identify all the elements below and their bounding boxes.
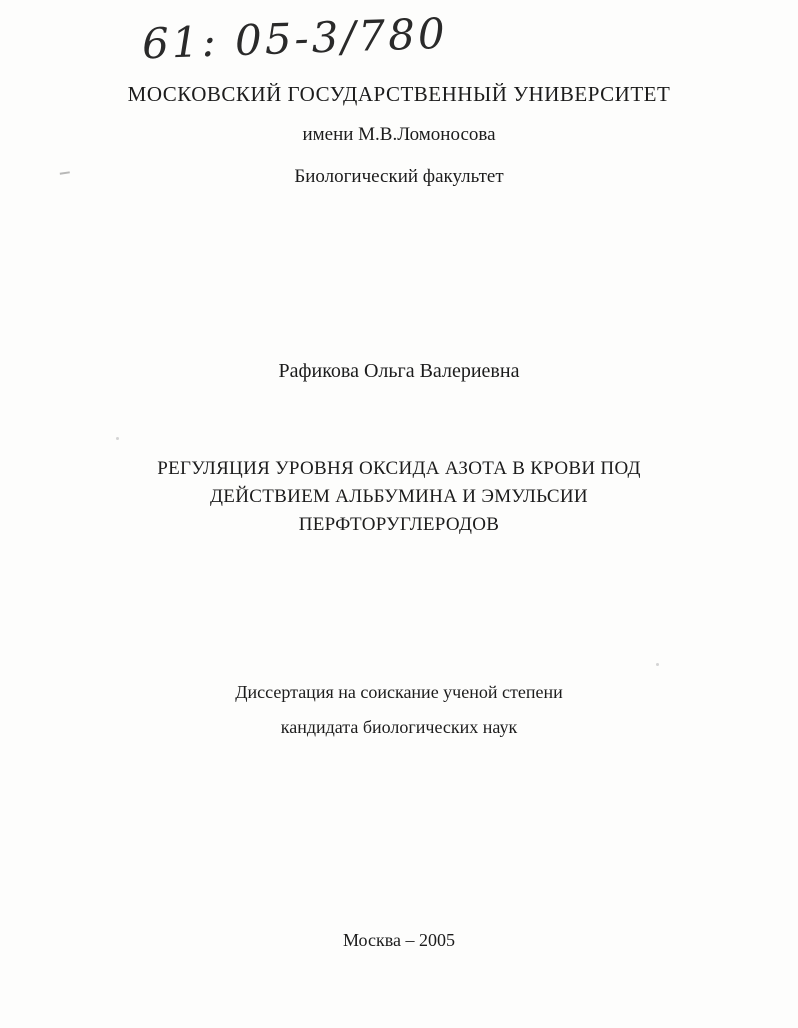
city-and-year: Москва – 2005 — [343, 930, 455, 950]
scan-speck — [656, 663, 659, 666]
faculty-name: Биологический факультет — [294, 166, 504, 187]
dissertation-title — [90, 455, 708, 539]
dissertation-title-line: ДЕЙСТВИЕМ АЛЬБУМИНА И ЭМУЛЬСИИ — [210, 486, 588, 507]
dissertation-degree-field: кандидата биологических наук — [280, 717, 518, 737]
handwritten-catalog-number: 61: 05-3/780 — [141, 8, 449, 69]
dissertation-degree-line: Диссертация на соискание ученой степени — [235, 682, 563, 702]
university-name: МОСКОВСКИЙ ГОСУДАРСТВЕННЫЙ УНИВЕРСИТЕТ — [127, 82, 671, 106]
dissertation-title-line: ПЕРФТОРУГЛЕРОДОВ — [298, 514, 500, 535]
scan-speck — [116, 437, 119, 440]
university-named-after: имени М.В.Ломоносова — [302, 124, 496, 145]
dissertation-title-line: РЕГУЛЯЦИЯ УРОВНЯ ОКСИДА АЗОТА В КРОВИ ПОД — [157, 458, 641, 479]
author-name: Рафикова Ольга Валериевна — [278, 360, 520, 382]
